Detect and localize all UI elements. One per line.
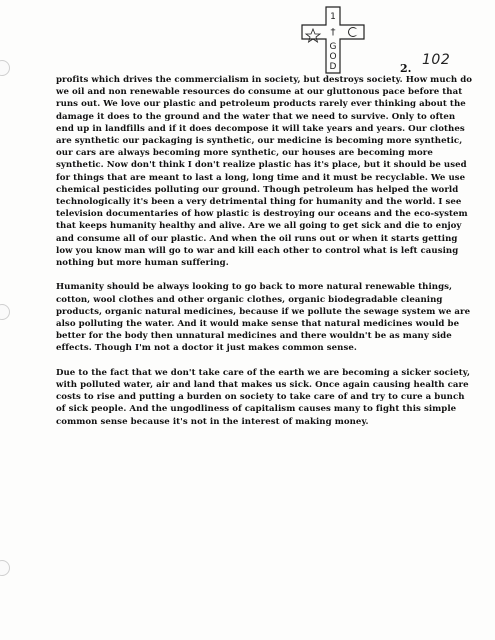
drawing-center-text: G bbox=[329, 42, 337, 52]
punch-hole-middle bbox=[0, 304, 10, 320]
drawing-lower-text: O bbox=[329, 52, 337, 62]
cross-symbol-drawing bbox=[298, 5, 368, 75]
paragraph-1: profits which drives the commercialism in society, but destroys society. How much do we oil and non renewable resources do consume at our gluttonous pace before that runs out. We love our plastic and petroleum products rarely ever thinking about the damage it does to the ground and the water that we need to survive. Only to often end up in landfills and if it does decompose it will take years and years. Our clothes are synthetic our packaging is synthetic, our medicine is becoming more synthetic, our cars are always becoming more synthetic, our houses are becoming more synthetic. Now don't think I don't realize plastic has it's place, but it should be used for things that are meant to last a long, long time and it must be recyclable. We use chemical pesticides polluting our ground. Though petroleum has helped the world technologically it's been a very detrimental thing for humanity and the world. I see television documentaries of how plastic is destroying our oceans and the eco-system that keeps humanity healthy and alive. Are we all going to get sick and die to enjoy and consume all of our plastic. And when the oil runs out or when it starts getting low you know man will go to war and kill each other to control what is left causing nothing but more human suffering. bbox=[56, 75, 473, 269]
drawing-bottom-text: D bbox=[329, 62, 337, 72]
page-number: 2. bbox=[400, 62, 412, 75]
punch-hole-top bbox=[0, 60, 10, 76]
drawing-cross-glyph: † bbox=[330, 27, 336, 38]
star-of-david-icon bbox=[306, 29, 320, 42]
drawing-top-text: 1 bbox=[330, 12, 336, 22]
punch-hole-bottom bbox=[0, 560, 10, 576]
paragraph-2: Humanity should be always looking to go back to more natural renewable things, cotton, wool clothes and other organic clothes, organic biodegradable cleaning products, organic natural medicines, because if we pollute the sewage system we are also polluting the water. And it would make sense that natural medicines would be better for the body then unnatural medicines and there wouldn't be as many side effects. Though I'm not a doctor it just makes common sense. bbox=[56, 282, 471, 354]
document-body bbox=[56, 74, 476, 440]
handwritten-page-number: 102 bbox=[422, 52, 451, 68]
paragraph-3: Due to the fact that we don't take care of the earth we are becoming a sicker society, with polluted water, air and land that makes us sick. Once again causing health care costs to rise and putting a burden on society to take care of and try to cure a bunch of sick people. And the ungodliness of capitalism causes many to fight this simple common sense because it's not in the interest of making money. bbox=[56, 367, 471, 427]
